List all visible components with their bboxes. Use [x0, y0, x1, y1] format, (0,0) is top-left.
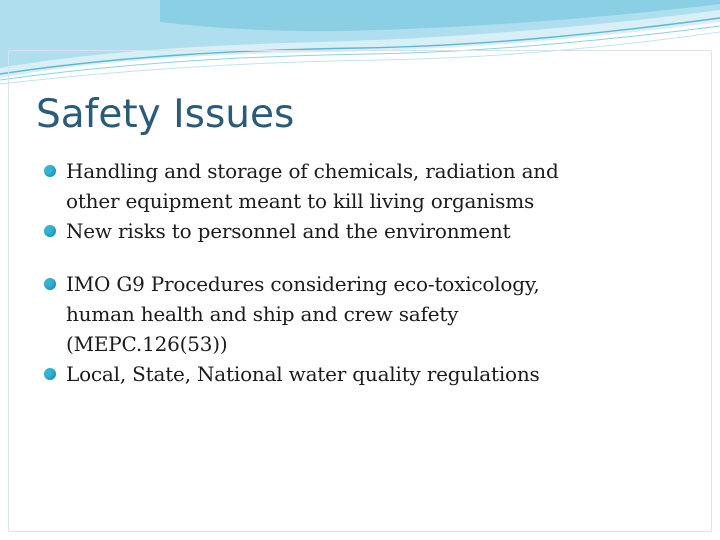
bullet-marker-icon	[44, 278, 56, 290]
bullet-item	[44, 269, 684, 359]
bullet-item	[44, 156, 684, 216]
bullet-text-line: Local, State, National water quality regulations	[66, 362, 540, 386]
bullet-marker-icon	[44, 225, 56, 237]
bullet-text-line: New risks to personnel and the environment	[66, 219, 511, 243]
bullet-item	[44, 216, 684, 246]
slide-title: Safety Issues	[36, 92, 295, 137]
bullet-text-line: (MEPC.126(53))	[66, 332, 228, 356]
bullet-text-line: other equipment meant to kill living organisms	[66, 189, 535, 213]
bullet-text-line: human health and ship and crew safety	[66, 302, 459, 326]
bullet-text-line: Handling and storage of chemicals, radiation and	[66, 159, 559, 183]
bullet-marker-icon	[44, 165, 56, 177]
bullet-item	[44, 359, 684, 389]
bullet-marker-icon	[44, 368, 56, 380]
bullet-list	[44, 156, 684, 389]
bullet-text-line: IMO G9 Procedures considering eco-toxicology,	[66, 272, 540, 296]
